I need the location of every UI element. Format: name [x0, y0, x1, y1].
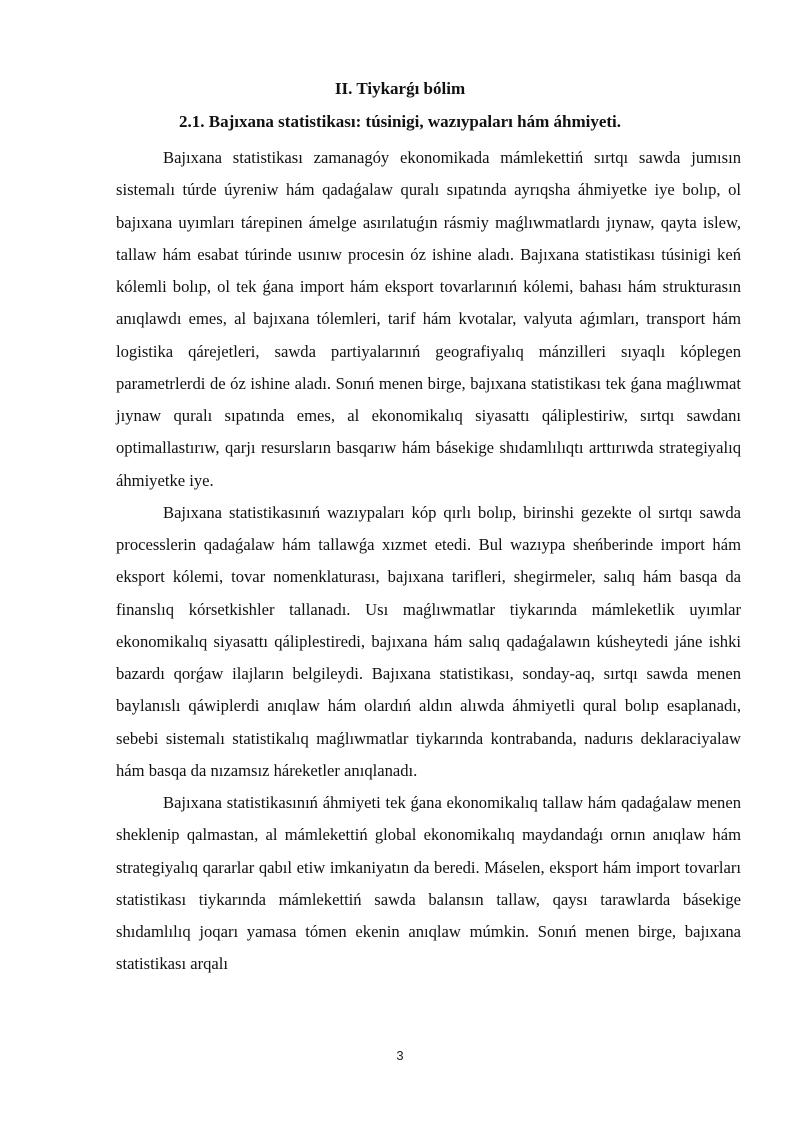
paragraph-3: Bajıxana statistikasınıń áhmiyeti tek ǵana ekonomikalıq tallaw hám qadaǵalaw menen sheklenip qalmastan, al mámlekettiń global ekonomikalıq maydandaǵı ornın anıqlaw hám strategiyalıq qararlar qabıl etiw imkaniyatın da beredi. Máselen, eksport hám import tovarları statistikası tiykarında mámlekettiń sawda balansın tallaw, qaysı tarawlarda básekige shıdamlılıq joqarı yamasa tómen ekenin anıqlaw múmkin. Sonıń menen birge, bajıxana statistikası arqalı	[116, 793, 741, 974]
paragraph-2: Bajıxana statistikasınıń wazıypaları kóp qırlı bolıp, birinshi gezekte ol sırtqı sawda processlerin qadaǵalaw hám tallawǵa xızmet etedi. Bul wazıypa sheńberinde import hám eksport kólemi, tovar nomenklaturası, bajıxana tarifleri, shegirmeler, salıq hám basqa da finanslıq kórsetkishler tallanadı. Usı maǵlıwmatlar tiykarında mámleketlik uyımlar ekonomikalıq siyasattı qáliplestiredi, bajıxana hám salıq qadaǵalawın kúsheytedi jáne ishki bazardı qorǵaw ilajların belgileydi. Bajıxana statistikası, sonday-aq, sırtqı sawda menen baylanıslı qáwiplerdi anıqlaw hám olardıń aldın alıwda áhmiyetli qural bolıp esaplanadı, sebebi sistemalı statistikalıq maǵlıwmatlar tiykarında kontrabanda, nadurıs deklaraciyalaw hám basqa da nızamsız háreketler anıqlanadı.	[116, 502, 741, 780]
body-text	[116, 142, 741, 981]
section-title: II. Tiykarǵı bólim	[334, 79, 466, 98]
page-number: 3	[396, 1048, 404, 1063]
paragraph-1: Bajıxana statistikası zamanagóy ekonomikada mámlekettiń sırtqı sawda jumısın sistemalı túrde úyreniw hám qadaǵalaw quralı sıpatında ayrıqsha áhmiyetke iye bolıp, ol bajıxana uyımları tárepinen ámelge asırılatuǵın rásmiy maǵlıwmatlardı jıynaw, qayta islew, tallaw hám esabat túrinde usınıw procesin óz ishine aladı. Bajıxana statistikası túsinigi keń kólemli bolıp, ol tek ǵana import hám eksport tovarlarınıń kólemi, bahası hám strukturasın anıqlawdı emes, al bajıxana tólemleri, tarif hám kvotalar, valyuta aǵımları, transport hám logistika qárejetleri, sawda partiyalarınıń geografiyalıq mánzilleri sıyaqlı kóplegen parametrlerdi de óz ishine aladı. Sonıń menen birge, bajıxana statistikası tek ǵana maǵlıwmat jıynaw quralı sıpatında emes, al ekonomikalıq siyasattı qáliplestiriw, sırtqı sawdanı optimallastırıw, qarjı resursların basqarıw hám básekige shıdamlılıqtı arttırıwda strategiyalıq áhmiyetke iye.	[116, 148, 741, 490]
subsection-title: 2.1. Bajıxana statistikası: túsinigi, wazıypaları hám áhmiyeti.	[178, 112, 622, 131]
